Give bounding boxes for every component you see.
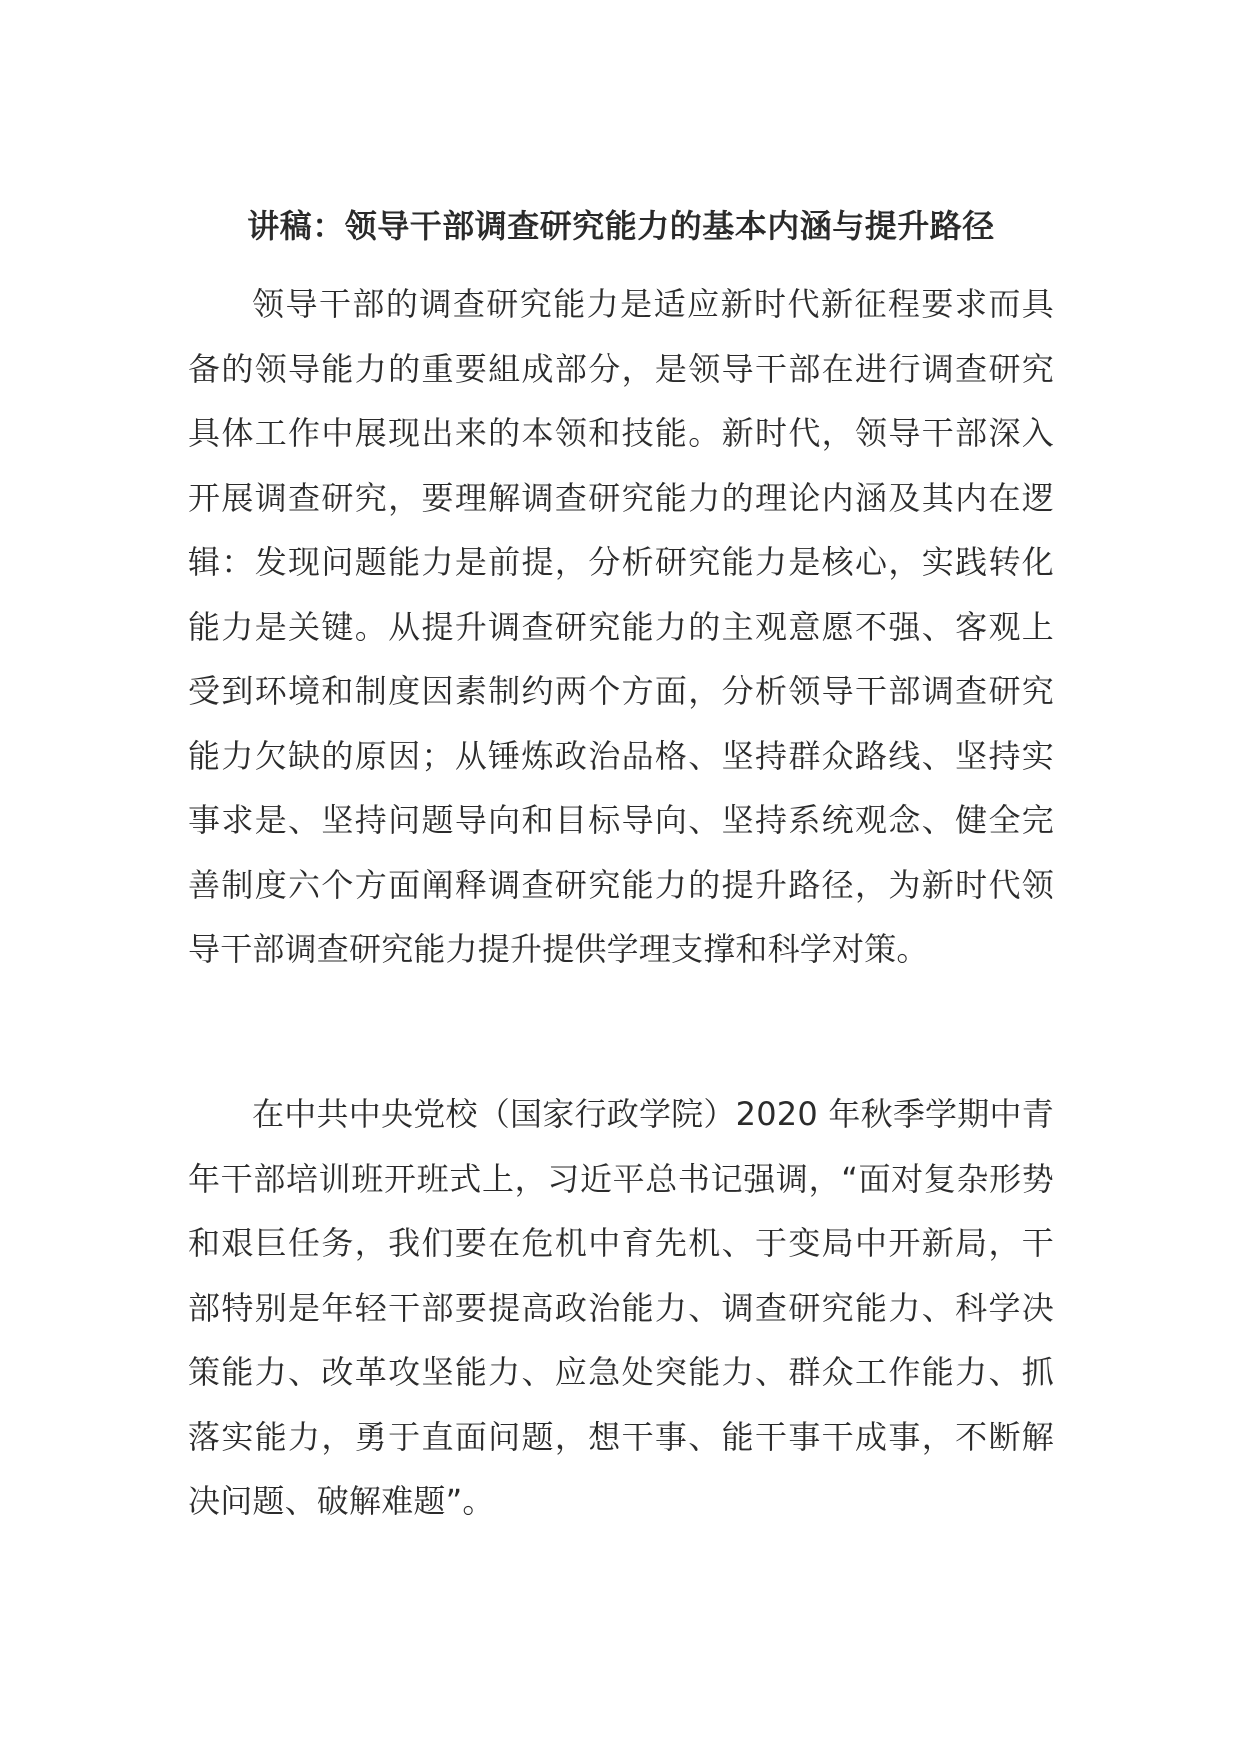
paragraph-abstract: 领导干部的调查研究能力是适应新时代新征程要求而具备的领导能力的重要組成部分，是领导干部在进行调查研究具体工作中展现出来的本领和技能。新时代，领导干部深入开展调查研究，要理解调查研究能力的理论内涵及其内在逻辑：发现问题能力是前提，分析研究能力是核心，实践转化能力是关键。从提升调查研究能力的主观意愿不强、客观上受到环境和制度因素制约两个方面，分析领导干部调查研究能力欠缺的原因；从锤炼政治品格、坚持群众路线、坚持实事求是、坚持问题导向和目标导向、坚持系统观念、健全完善制度六个方面阐释调查研究能力的提升路径，为新时代领导干部调查研究能力提升提供学理支撑和科学对策。 bbox=[188, 285, 1054, 968]
paragraph-quote: 在中共中央党校（国家行政学院）2020 年秋季学期中青年干部培训班开班式上，习近平总书记强调，“面对复杂形势和艰巨任务，我们要在危机中育先机、于变局中开新局，干部特别是年轻干部要提高政治能力、调查研究能力、科学决策能力、改革攻坚能力、应急处突能力、群众工作能力、抓落实能力，勇于直面问题，想干事、能干事干成事，不断解决问题、破解难题”。 bbox=[188, 1095, 1054, 1520]
document-title: 讲稿：领导干部调查研究能力的基本内涵与提升路径 bbox=[247, 207, 995, 245]
